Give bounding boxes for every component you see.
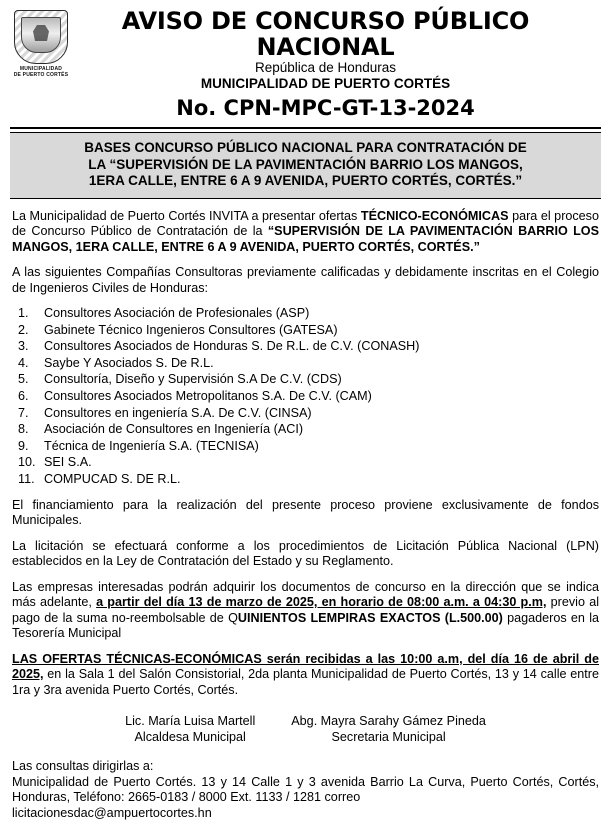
list-item-index: 10. <box>18 455 36 470</box>
list-item <box>12 371 599 388</box>
acquisition-text-3: pagaderos en la Tesorería Municipal <box>12 610 600 641</box>
signature-title: Secretaria Municipal <box>331 729 446 744</box>
list-item-index: 2. <box>18 322 29 337</box>
paragraph-invitation <box>12 209 599 256</box>
list-item-index: 3. <box>18 339 29 354</box>
document-body <box>10 209 601 822</box>
offers-location: en la Sala 1 del Salón Consistorial, 2da planta Municipalidad de Puerto Cortés, 13 y 14 calle entre 1ra y 3ra avenida Puerto Cortés, Cortés. <box>12 667 599 697</box>
list-item-label: Consultores Asociados de Honduras S. De R.L. de C.V. (CONASH) <box>44 339 420 354</box>
list-item <box>12 405 599 422</box>
band-line-3: 1ERA CALLE, ENTRE 6 A 9 AVENIDA, PUERTO CORTÉS, CORTÉS.” <box>88 173 523 188</box>
list-item-index: 6. <box>18 388 29 403</box>
tender-subject-band <box>10 132 601 199</box>
paragraph-companies-intro: A las siguientes Compañías Consultoras previamente calificadas y debidamente inscritas en el Colegio de Ingenieros Civiles de Honduras: <box>12 265 599 295</box>
band-line-1: BASES CONCURSO PÚBLICO NACIONAL PARA CONTRATACIÓN DE <box>84 140 527 155</box>
list-item <box>12 355 599 372</box>
paragraph-acquisition <box>12 580 599 642</box>
header-text-block <box>80 8 601 121</box>
list-item-index: 1. <box>18 306 29 320</box>
signature-title: Alcaldesa Municipal <box>134 729 246 744</box>
list-item <box>12 388 599 405</box>
list-item-index: 5. <box>18 372 29 387</box>
document-title: AVISO DE CONCURSO PÚBLICO NACIONAL <box>121 7 530 61</box>
list-item-label: Consultores Asociados Metropolitanos S.A. De C.V. (CAM) <box>44 388 372 403</box>
list-item-label: SEI S.A. <box>44 455 92 470</box>
country-line: República de Honduras <box>254 60 397 75</box>
invitation-text-1: La Municipalidad de Puerto Cortés INVITA a presentar ofertas <box>12 208 361 223</box>
municipal-crest <box>10 8 72 78</box>
invitation-bold-1: TÉCNICO-ECONÓMICAS <box>360 208 509 223</box>
paragraph-offers <box>12 652 599 699</box>
contact-email: licitacionesdac@ampuertocortes.hn <box>12 805 212 820</box>
list-item <box>12 322 599 339</box>
signature-mayor <box>125 714 255 745</box>
signature-secretary <box>291 714 486 745</box>
invitation-bold-2: “SUPERVISIÓN DE LA PAVIMENTACIÓN BARRIO LOS MANGOS, 1ERA CALLE, ENTRE 6 A 9 AVENIDA, PUERTO CORTÉS, CORTÉS.” <box>12 224 599 254</box>
list-item <box>12 338 599 355</box>
band-line-2: LA “SUPERVISIÓN DE LA PAVIMENTACIÓN BARRIO LOS MANGOS, <box>88 156 523 172</box>
invitation-text-2: para el proceso de Concurso Público de Contratación de la <box>12 208 599 238</box>
list-item-label: Consultores Asociación de Profesionales (ASP) <box>44 306 310 320</box>
list-item-index: 11. <box>18 471 35 486</box>
signature-name: Abg. Mayra Sarahy Gámez Pineda <box>291 714 486 729</box>
consultant-list <box>12 305 599 488</box>
acquisition-text-1: Las empresas interesadas podrán adquirir los documentos de concurso en la dirección que se indica más adelante, <box>12 579 599 610</box>
list-item-label: Consultores en ingeniería S.A. De C.V. (CINSA) <box>44 405 312 420</box>
list-item-label: Consultoría, Diseño y Supervisión S.A De C.V. (CDS) <box>44 372 342 387</box>
acquisition-text-2: previo al pago de la suma no-reembolsable de Q <box>12 595 599 625</box>
paragraph-licitacion: La licitación se efectuará conforme a los procedimientos de Licitación Pública Nacional (LPN) establecidos en la Ley de Contratación del Estado y su Reglamento. <box>12 538 599 569</box>
list-item-index: 9. <box>18 438 29 453</box>
document-header <box>10 6 601 123</box>
signature-block <box>12 714 599 745</box>
signature-name: Lic. María Luisa Martell <box>125 714 256 729</box>
contact-block <box>12 759 599 821</box>
list-item <box>12 454 599 471</box>
tender-number: No. CPN-MPC-GT-13-2024 <box>176 96 475 120</box>
municipality-line: MUNICIPALIDAD DE PUERTO CORTÉS <box>200 76 451 91</box>
list-item-index: 8. <box>18 422 29 437</box>
list-item-index: 7. <box>18 405 29 420</box>
coat-of-arms-icon <box>14 10 68 64</box>
list-item-label: Saybe Y Asociados S. De R.L. <box>44 355 214 370</box>
list-item-index: 4. <box>18 355 29 370</box>
crest-caption: MUNICIPALIDAD DE PUERTO CORTÉS <box>13 66 69 78</box>
contact-intro: Las consultas dirigirlas a: <box>12 759 154 774</box>
list-item-label: Gabinete Técnico Ingenieros Consultores (GATESA) <box>44 322 338 337</box>
paragraph-financing: El financiamiento para la realización del presente proceso proviene exclusivamente de fondos Municipales. <box>12 497 599 528</box>
list-item-label: Asociación de Consultores en Ingeniería (ACI) <box>44 422 304 437</box>
offers-deadline: LAS OFERTAS TÉCNICAS-ECONÓMICAS serán recibidas a las 10:00 a.m, del día 16 de abril de 2025, <box>12 651 599 682</box>
header-divider <box>10 127 601 129</box>
list-item <box>12 305 599 322</box>
list-item <box>12 438 599 455</box>
list-item <box>12 471 599 488</box>
acquisition-dates: a partir del día 13 de marzo de 2025, en horario de 08:00 a.m. a 04:30 p.m, <box>96 595 547 610</box>
list-item-label: Técnica de Ingeniería S.A. (TECNISA) <box>44 438 259 453</box>
acquisition-fee: UINIENTOS LEMPIRAS EXACTOS (L.500.00) <box>237 610 503 625</box>
contact-address: Municipalidad de Puerto Cortés. 13 y 14 Calle 1 y 3 avenida Barrio La Curva, Puerto Cortés, Cortés, Honduras, Teléfono: 2665-0183 / 8000 Ext. 1133 / 1281 correo <box>12 774 599 805</box>
list-item-label: COMPUCAD S. DE R.L. <box>44 471 181 486</box>
list-item <box>12 421 599 438</box>
